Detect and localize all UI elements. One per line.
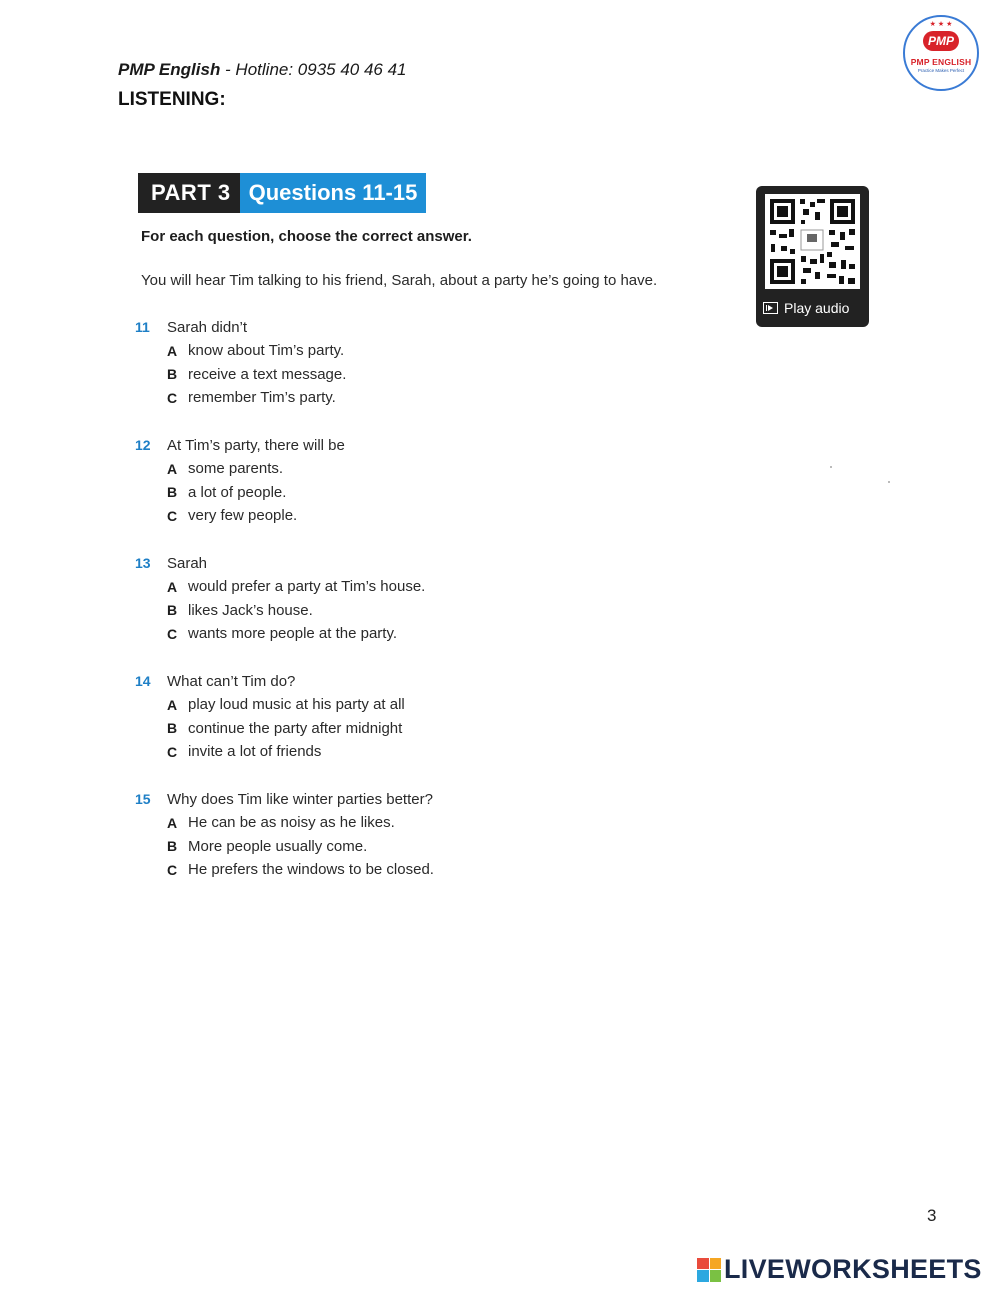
option-letter: C bbox=[167, 625, 178, 642]
option-letter: B bbox=[167, 366, 178, 383]
scan-speck bbox=[888, 481, 890, 483]
context-text: You will hear Tim talking to his friend, Sarah, about a party he’s going to have. bbox=[141, 272, 658, 289]
option-15-b[interactable] bbox=[135, 835, 434, 859]
logo-stars: ★ ★ ★ bbox=[929, 21, 953, 28]
option-15-c[interactable] bbox=[135, 858, 434, 882]
play-audio-label: Play audio bbox=[784, 300, 850, 316]
liveworksheets-wordmark: LIVEWORKSHEETS bbox=[724, 1254, 982, 1284]
question-text: Sarah didn’t bbox=[167, 318, 248, 336]
option-letter: A bbox=[167, 578, 178, 595]
option-text: very few people. bbox=[188, 507, 298, 525]
option-11-b[interactable] bbox=[135, 363, 346, 387]
play-audio-button[interactable] bbox=[763, 300, 849, 316]
option-text: He can be as noisy as he likes. bbox=[188, 814, 395, 832]
play-icon bbox=[763, 302, 778, 314]
option-12-b[interactable] bbox=[135, 481, 345, 505]
liveworksheets-brand[interactable] bbox=[697, 1254, 982, 1285]
option-12-c[interactable] bbox=[135, 504, 345, 528]
page-number: 3 bbox=[927, 1206, 937, 1225]
liveworksheets-icon bbox=[697, 1258, 721, 1282]
header-brand bbox=[118, 60, 407, 80]
option-text: He prefers the windows to be closed. bbox=[188, 861, 434, 879]
question-text: What can’t Tim do? bbox=[167, 672, 296, 690]
scan-speck bbox=[830, 466, 832, 468]
question-14 bbox=[135, 669, 405, 764]
option-text: some parents. bbox=[188, 460, 284, 478]
logo-mark: PMP bbox=[923, 31, 959, 51]
option-letter: A bbox=[167, 342, 178, 359]
option-letter: B bbox=[167, 720, 178, 737]
option-text: a lot of people. bbox=[188, 483, 287, 501]
option-letter: C bbox=[167, 861, 178, 878]
option-13-b[interactable] bbox=[135, 599, 425, 623]
option-text: would prefer a party at Tim’s house. bbox=[188, 578, 426, 596]
qr-code-graphic bbox=[765, 194, 860, 289]
option-text: likes Jack’s house. bbox=[188, 601, 313, 619]
instruction: For each question, choose the correct answer. bbox=[141, 228, 472, 245]
logo-tagline: Practice Makes Perfect bbox=[917, 68, 965, 73]
question-text: Sarah bbox=[167, 554, 208, 572]
option-11-a[interactable] bbox=[135, 339, 346, 363]
question-text: At Tim’s party, there will be bbox=[167, 436, 345, 454]
option-text: know about Tim’s party. bbox=[188, 342, 345, 360]
option-14-c[interactable] bbox=[135, 740, 405, 764]
option-text: play loud music at his party at all bbox=[188, 696, 405, 714]
question-number: 11 bbox=[135, 319, 150, 335]
option-text: continue the party after midnight bbox=[188, 719, 403, 737]
option-14-b[interactable] bbox=[135, 717, 405, 741]
question-12 bbox=[135, 433, 345, 528]
brand-name: PMP English bbox=[118, 60, 221, 79]
option-letter: A bbox=[167, 814, 178, 831]
option-15-a[interactable] bbox=[135, 811, 434, 835]
question-11 bbox=[135, 315, 346, 410]
option-text: receive a text message. bbox=[188, 365, 347, 383]
question-number: 15 bbox=[135, 791, 151, 807]
option-letter: A bbox=[167, 696, 178, 713]
option-letter: C bbox=[167, 507, 178, 524]
pmp-logo bbox=[903, 15, 979, 91]
question-number: 13 bbox=[135, 555, 151, 571]
question-number: 12 bbox=[135, 437, 151, 453]
option-letter: A bbox=[167, 460, 178, 477]
option-letter: B bbox=[167, 838, 178, 855]
question-15 bbox=[135, 787, 434, 882]
part-banner bbox=[138, 173, 426, 213]
option-letter: B bbox=[167, 484, 178, 501]
part-questions: Questions 11-15 bbox=[240, 173, 427, 213]
option-11-c[interactable] bbox=[135, 386, 346, 410]
question-number: 14 bbox=[135, 673, 151, 689]
option-13-a[interactable] bbox=[135, 575, 425, 599]
option-12-a[interactable] bbox=[135, 457, 345, 481]
option-letter: C bbox=[167, 743, 178, 760]
question-13 bbox=[135, 551, 425, 646]
option-letter: C bbox=[167, 389, 178, 406]
hotline: - Hotline: 0935 40 46 41 bbox=[220, 60, 407, 79]
audio-card[interactable] bbox=[756, 186, 869, 327]
option-text: wants more people at the party. bbox=[188, 625, 398, 643]
part-label: PART 3 bbox=[138, 173, 240, 213]
section-title: LISTENING: bbox=[118, 89, 226, 110]
qr-code-icon[interactable] bbox=[765, 194, 860, 289]
option-letter: B bbox=[167, 602, 178, 619]
option-text: More people usually come. bbox=[188, 837, 368, 855]
question-text: Why does Tim like winter parties better? bbox=[167, 790, 433, 808]
option-text: invite a lot of friends bbox=[188, 743, 322, 761]
option-text: remember Tim’s party. bbox=[188, 389, 336, 407]
option-14-a[interactable] bbox=[135, 693, 405, 717]
option-13-c[interactable] bbox=[135, 622, 425, 646]
logo-name: PMP ENGLISH bbox=[910, 57, 972, 67]
